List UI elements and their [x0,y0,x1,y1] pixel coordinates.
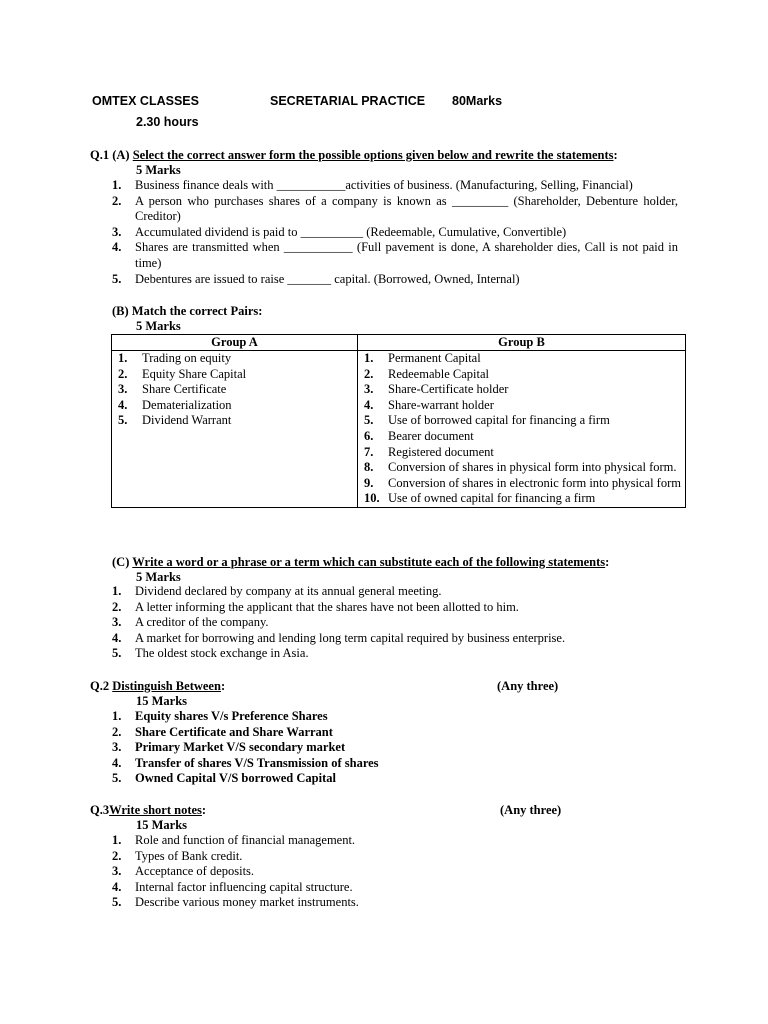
item-number: 5. [364,413,374,428]
list-item [112,194,678,225]
item-text: Dividend declared by company at its annual general meeting. [135,584,442,598]
item-text: Bearer document [388,428,474,443]
item-number: 4. [112,755,122,770]
item-text: Equity Share Capital [142,366,247,381]
list-item [364,351,681,367]
item-number: 6. [364,428,374,443]
list-item [118,382,353,398]
item-number: 1. [112,709,122,723]
q2-instruction: Distinguish Between [112,679,221,693]
list-item [364,413,681,429]
item-number: 2. [118,366,128,381]
school-name: OMTEX CLASSES [92,94,199,108]
item-text: Dematerialization [142,397,232,412]
item-text: A market for borrowing and lending long term capital required by business enterprise. [135,630,566,645]
item-number: 4. [118,397,128,412]
q3-choice: (Any three) [500,803,562,817]
q1a-marks: 5 Marks [136,163,181,177]
item-number: 3. [112,224,122,239]
item-text: A creditor of the company. [135,615,269,630]
q3-heading [90,803,206,818]
item-number: 1. [118,351,128,365]
item-text: Primary Market V/S secondary market [135,740,346,755]
list-item [112,615,678,631]
item-text: Permanent Capital [388,351,481,365]
group-a-list [112,351,357,429]
q1c-instruction: Write a word or a phrase or a term which can substitute each of the following statements [132,555,606,569]
list-item [112,225,678,241]
item-number: 3. [364,382,374,397]
item-text: Share Certificate [142,382,227,397]
group-a-header: Group A [112,335,358,351]
list-item [112,849,678,865]
item-number: 2. [112,848,122,863]
list-item [112,725,678,741]
item-number: 5. [112,271,122,286]
item-number: 1. [112,584,122,598]
item-number: 8. [364,460,374,475]
item-number: 5. [112,895,122,910]
item-text: A person who purchases shares of a company is known as _________ (Shareholder, Debenture holder, Creditor) [135,193,678,224]
list-item [112,272,678,288]
item-number: 1. [112,833,122,847]
q1a-list [112,178,678,287]
list-item [112,709,678,725]
item-number: 2. [112,724,122,739]
total-marks: 80Marks [452,94,503,108]
match-pairs-table [111,334,686,508]
list-item [112,880,678,896]
group-b-cell [358,351,686,508]
item-text: Accumulated dividend is paid to __________ (Redeemable, Cumulative, Convertible) [135,224,567,239]
item-number: 3. [112,740,122,755]
list-item [112,771,678,787]
group-b-list [358,351,685,507]
list-item [112,756,678,772]
item-text: Describe various money market instruments. [135,895,359,910]
item-text: The oldest stock exchange in Asia. [135,646,309,661]
q1a-heading [90,148,618,163]
item-number: 2. [112,599,122,614]
item-number: 4. [112,240,122,255]
q3-marks: 15 Marks [136,818,188,832]
item-number: 3. [118,382,128,397]
item-text: Acceptance of deposits. [135,864,255,879]
item-text: A letter informing the applicant that the shares have not been allotted to him. [135,599,519,614]
list-item [364,367,681,383]
q1b-heading: (B) Match the correct Pairs: [112,304,263,318]
item-number: 10. [364,491,380,506]
list-item [364,398,681,414]
item-number: 7. [364,444,374,459]
item-number: 4. [364,397,374,412]
item-number: 3. [112,615,122,630]
item-text: Conversion of shares in electronic form into physical form [388,475,681,490]
list-item [364,429,681,445]
list-item [112,631,678,647]
item-number: 1. [364,351,374,365]
q1b-marks: 5 Marks [136,319,181,333]
q3-instruction: Write short notes [109,803,202,817]
q2-colon: : [220,679,226,693]
list-item [364,445,681,461]
item-text: Transfer of shares V/S Transmission of shares [135,755,379,770]
item-text: Equity shares V/s Preference Shares [135,709,328,723]
item-number: 9. [364,475,374,490]
item-number: 1. [112,178,122,192]
q2-heading [90,679,225,694]
q1a-number: Q.1 (A) [90,148,133,162]
list-item [112,646,678,662]
q1c-heading [112,555,609,570]
q1a-colon: : [613,148,618,162]
item-number: 2. [112,193,122,208]
item-text: Share-Certificate holder [388,382,509,397]
q2-list [112,709,678,787]
item-text: Use of owned capital for financing a firm [388,491,596,506]
q2-number: Q.2 [90,679,113,693]
item-text: Share Certificate and Share Warrant [135,724,333,739]
list-item [112,240,678,271]
subject-title: SECRETARIAL PRACTICE [270,94,426,108]
item-text: Shares are transmitted when ___________ (Full pavement is done, A shareholder dies, Call is not paid in time) [135,240,678,270]
list-item [364,491,681,507]
q1c-list [112,584,678,662]
item-number: 3. [112,864,122,879]
item-text: Redeemable Capital [388,366,490,381]
item-text: Role and function of financial management. [135,833,356,847]
q1a-instruction: Select the correct answer form the possible options given below and rewrite the statements [132,148,614,162]
group-a-cell [112,351,358,508]
list-item [112,864,678,880]
list-item [112,895,678,911]
item-text: Conversion of shares in physical form into physical form. [388,460,677,475]
item-number: 5. [118,413,128,428]
list-item [118,351,353,367]
item-text: Trading on equity [142,351,232,365]
item-text: Share-warrant holder [388,397,494,412]
item-number: 2. [364,366,374,381]
item-number: 5. [112,646,122,661]
list-item [112,600,678,616]
item-text: Types of Bank credit. [135,848,243,863]
q3-colon: : [201,803,207,817]
item-text: Dividend Warrant [142,413,232,428]
item-text: Registered document [388,444,494,459]
exam-duration: 2.30 hours [136,115,199,129]
item-number: 5. [112,771,122,786]
item-text: Business finance deals with ___________activities of business. (Manufacturing, Selling, Financial) [135,178,633,192]
list-item [112,740,678,756]
list-item [112,584,678,600]
q2-marks: 15 Marks [136,694,188,708]
list-item [118,367,353,383]
q1c-number: (C) [112,555,133,569]
list-item [112,833,678,849]
q2-choice: (Any three) [497,679,559,693]
q1c-marks: 5 Marks [136,570,181,584]
q3-number: Q.3 [90,803,110,817]
item-text: Internal factor influencing capital structure. [135,879,353,894]
list-item [364,382,681,398]
list-item [364,476,681,492]
list-item [364,460,681,476]
group-b-header: Group B [358,335,686,351]
list-item [118,398,353,414]
item-text: Owned Capital V/S borrowed Capital [135,771,336,786]
q3-list [112,833,678,911]
item-number: 4. [112,879,122,894]
item-text: Use of borrowed capital for financing a firm [388,413,610,428]
q1c-colon: : [605,555,610,569]
item-number: 4. [112,630,122,645]
list-item [112,178,678,194]
item-text: Debentures are issued to raise _______ capital. (Borrowed, Owned, Internal) [135,271,520,286]
list-item [118,413,353,429]
